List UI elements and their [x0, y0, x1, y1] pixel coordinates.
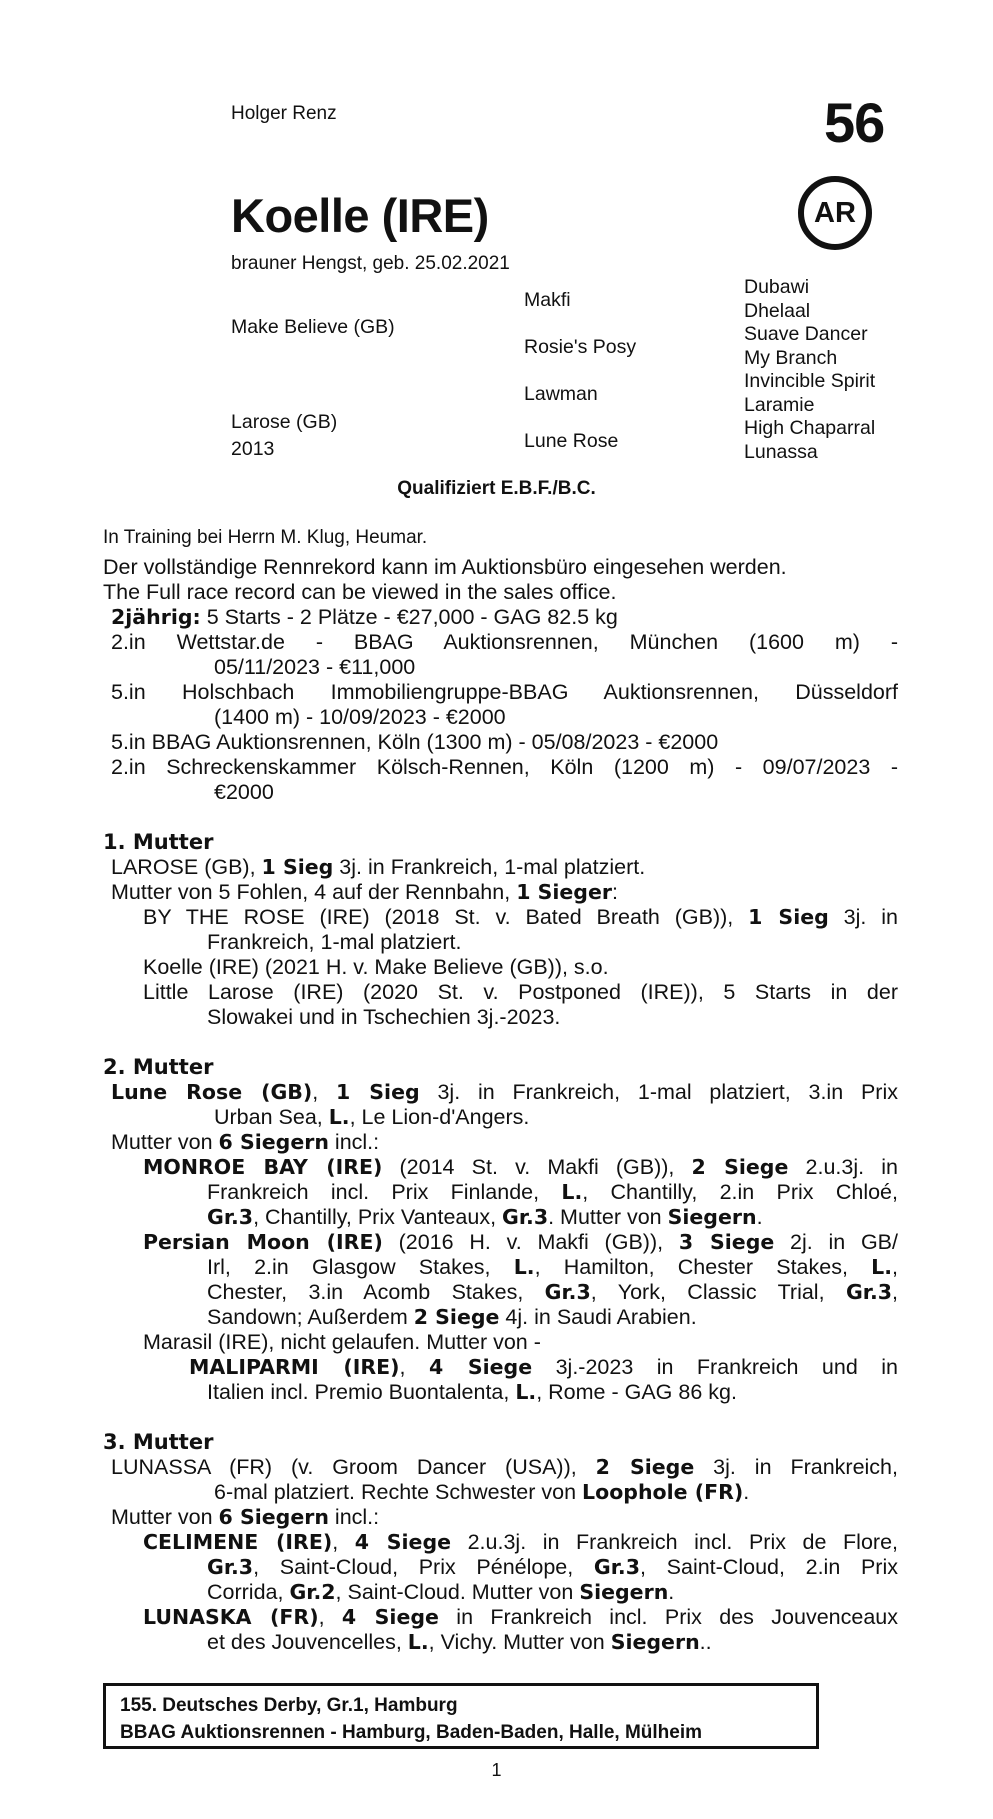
pedigree-great-grandparent: Invincible Spirit [744, 370, 876, 392]
bold-text: Gr.3 [502, 1205, 549, 1229]
text: , York, Classic Trial, [590, 1280, 846, 1304]
dam2-offspring-cont [103, 1255, 898, 1280]
record-note-en: The Full race record can be viewed in the sales office. [103, 580, 617, 604]
text: Italien incl. Premio Buontalenta, [207, 1380, 516, 1404]
dam2-offspring-cont [103, 1305, 898, 1330]
text: . Mutter von [548, 1205, 668, 1229]
dam2-grand-offspring [103, 1355, 898, 1380]
text: LUNASSA (FR) (v. Groom Dancer (USA)), [111, 1455, 596, 1479]
bold-text: Gr.3 [544, 1280, 591, 1304]
race-run-cont: 05/11/2023 - €11,000 [214, 655, 416, 679]
bold-text: MONROE BAY (IRE) [143, 1155, 383, 1179]
text: . [743, 1480, 750, 1504]
text: , [332, 1530, 355, 1554]
dam2-offspring-cont [103, 1280, 898, 1305]
dam1-offspring-cont: Slowakei und in Tschechien 3j.-2023. [207, 1005, 561, 1029]
text: 3j. in Frankreich, 1-mal platziert. [333, 855, 646, 879]
dam3-offspring-cont [103, 1580, 898, 1605]
text: (2014 St. v. Makfi (GB)), [382, 1155, 692, 1179]
pedigree-great-grandparent: Dubawi [744, 276, 810, 298]
bold-text: 2 Siege [595, 1455, 695, 1479]
text: . [756, 1205, 763, 1229]
lot-number: 56 [824, 91, 885, 154]
text: 3j. in Frankreich, 1-mal platziert, 3.in Prix [419, 1080, 898, 1104]
two-year-old-stats: 5 Starts - 2 Plätze - €27,000 - GAG 82.5 kg [200, 605, 618, 629]
ar-badge [798, 176, 872, 250]
text: , [318, 1605, 342, 1629]
text: incl.: [328, 1505, 380, 1529]
text: Urban Sea, [214, 1105, 329, 1129]
pedigree-great-grandparent: Dhelaal [744, 300, 811, 322]
bold-text: L. [561, 1180, 583, 1204]
engagements-box [103, 1683, 819, 1749]
bold-text: Gr.3 [845, 1280, 893, 1304]
text: 3j. in [828, 905, 898, 929]
bold-text: 1 Sieg [261, 855, 334, 879]
bold-text: Siegern [667, 1205, 757, 1229]
text: Sandown; Außerdem [207, 1305, 414, 1329]
text: Corrida, [207, 1580, 290, 1604]
qualification: Qualifiziert E.B.F./B.C. [397, 478, 596, 499]
dam3-offspring-cont [103, 1630, 898, 1655]
text: , Hamilton, Chester Stakes, [534, 1255, 872, 1279]
text: 3j. in Frankreich, [694, 1455, 898, 1479]
bold-text: Siegern [610, 1630, 700, 1654]
dam1-line [103, 855, 898, 880]
text: .. [699, 1630, 712, 1654]
bold-text: 6 Siegern [218, 1505, 329, 1529]
two-year-old-summary [103, 605, 898, 630]
bold-text: L. [513, 1255, 535, 1279]
dam1-offspring-cont: Frankreich, 1-mal platziert. [207, 930, 462, 954]
pedigree-dam-year: 2013 [231, 438, 275, 460]
dam1-offspring: Little Larose (IRE) (2020 St. v. Postponed (IRE)), 5 Starts in der [143, 980, 898, 1004]
text: BY THE ROSE (IRE) (2018 St. v. Bated Breath (GB)), [143, 905, 749, 929]
bold-text: 4 Siege [354, 1530, 452, 1554]
pedigree-great-grandparent: Suave Dancer [744, 323, 868, 345]
dam2-offspring-cont [103, 1205, 898, 1230]
bold-text: 4 Siege [428, 1355, 533, 1379]
dam3-heading: 3. Mutter [103, 1430, 214, 1454]
pedigree-dam: Larose (GB) [231, 411, 338, 433]
bold-text: 2 Siege [413, 1305, 500, 1329]
pedigree-great-grandparent: My Branch [744, 347, 838, 369]
bold-text: Lune Rose (GB) [111, 1080, 313, 1104]
text: , [892, 1255, 898, 1279]
text: Mutter von [111, 1505, 219, 1529]
dam1-offspring [103, 905, 898, 930]
dam3-offspring [103, 1530, 898, 1555]
text: 2.u.3j. in Frankreich incl. Prix de Flore, [451, 1530, 898, 1554]
bold-text: Gr.2 [289, 1580, 336, 1604]
text: , Saint-Cloud. Mutter von [335, 1580, 580, 1604]
text: , [312, 1080, 337, 1104]
dam2-line [103, 1080, 898, 1105]
dam2-produce [103, 1130, 898, 1155]
text: 6-mal platziert. Rechte Schwester von [214, 1480, 583, 1504]
bold-text: Siegern [579, 1580, 669, 1604]
bold-text: MALIPARMI (IRE) [189, 1355, 400, 1379]
record-note-de: Der vollständige Rennrekord kann im Auktionsbüro eingesehen werden. [103, 555, 787, 579]
dam2-line-cont [103, 1105, 898, 1130]
text: , [892, 1280, 898, 1304]
text: 2.u.3j. in [788, 1155, 898, 1179]
text: , Le Lion-d'Angers. [349, 1105, 530, 1129]
race-run: 5.in Holschbach Immobiliengruppe-BBAG Auktionsrennen, Düsseldorf [111, 680, 898, 704]
race-run: 2.in Schreckenskammer Kölsch-Rennen, Köln (1200 m) - 09/07/2023 - [111, 755, 898, 779]
text: , Saint-Cloud, Prix Pénélope, [253, 1555, 594, 1579]
bold-text: Loophole (FR) [582, 1480, 744, 1504]
bold-text: 6 Siegern [218, 1130, 329, 1154]
training-note: In Training bei Herrn M. Klug, Heumar. [103, 527, 428, 548]
text: et des Jouvencelles, [207, 1630, 408, 1654]
pedigree-grandparent: Makfi [524, 289, 571, 311]
dam3-produce [103, 1505, 898, 1530]
consignor-name: Holger Renz [231, 103, 337, 124]
text: , Chantilly, Prix Vanteaux, [253, 1205, 503, 1229]
text: : [611, 880, 618, 904]
pedigree-great-grandparent: Lunassa [744, 441, 818, 463]
text: , Rome - GAG 86 kg. [536, 1380, 737, 1404]
bold-text: Gr.3 [207, 1205, 254, 1229]
dam1-produce [103, 880, 898, 905]
text: 4j. in Saudi Arabien. [499, 1305, 697, 1329]
race-run: 5.in BBAG Auktionsrennen, Köln (1300 m) - 05/08/2023 - €2000 [111, 730, 719, 754]
dam3-offspring [103, 1605, 898, 1630]
dam3-line [103, 1455, 898, 1480]
text: Chester, 3.in Acomb Stakes, [207, 1280, 545, 1304]
page-number: 1 [491, 1760, 502, 1780]
bold-text: L. [871, 1255, 893, 1279]
text: , Saint-Cloud, 2.in Prix [640, 1555, 898, 1579]
two-year-old-label: 2jährig: [111, 605, 201, 629]
text: Irl, 2.in Glasgow Stakes, [207, 1255, 514, 1279]
bold-text: L. [328, 1105, 350, 1129]
bold-text: L. [515, 1380, 537, 1404]
dam3-offspring-cont [103, 1555, 898, 1580]
text: , Chantilly, 2.in Prix Chloé, [582, 1180, 898, 1204]
bold-text: L. [407, 1630, 429, 1654]
dam2-grand-offspring-cont [103, 1380, 898, 1405]
race-run-cont: €2000 [214, 780, 274, 804]
bold-text: LUNASKA (FR) [143, 1605, 319, 1629]
bold-text: 4 Siege [341, 1605, 439, 1629]
pedigree-great-grandparent: High Chaparral [744, 417, 876, 439]
text: 2j. in GB/ [774, 1230, 898, 1254]
catalogue-body [103, 525, 898, 1655]
text: incl.: [328, 1130, 380, 1154]
pedigree-grandparent: Lawman [524, 383, 598, 405]
bold-text: Gr.3 [593, 1555, 640, 1579]
pedigree-great-grandparent: Laramie [744, 394, 815, 416]
bold-text: 3 Siege [678, 1230, 775, 1254]
dam2-offspring: Marasil (IRE), nicht gelaufen. Mutter von - [143, 1330, 541, 1354]
text: , [399, 1355, 429, 1379]
dam3-line-cont [103, 1480, 898, 1505]
text: Mutter von 5 Fohlen, 4 auf der Rennbahn, [111, 880, 517, 904]
text: (2016 H. v. Makfi (GB)), [382, 1230, 679, 1254]
race-run: 2.in Wettstar.de - BBAG Auktionsrennen, München (1600 m) - [111, 630, 898, 654]
text: LAROSE (GB), [111, 855, 262, 879]
dam2-offspring-cont [103, 1180, 898, 1205]
dam2-offspring [103, 1155, 898, 1180]
engagement-line: 155. Deutsches Derby, Gr.1, Hamburg [120, 1695, 458, 1716]
pedigree-sire: Make Believe (GB) [231, 316, 395, 338]
dam2-heading: 2. Mutter [103, 1055, 214, 1079]
bold-text: 1 Sieg [336, 1080, 420, 1104]
bold-text: 2 Siege [691, 1155, 789, 1179]
badge-label: AR [814, 196, 856, 229]
bold-text: 1 Sieg [748, 905, 829, 929]
bold-text: Persian Moon (IRE) [143, 1230, 383, 1254]
bold-text: CELIMENE (IRE) [143, 1530, 333, 1554]
dam1-offspring: Koelle (IRE) (2021 H. v. Make Believe (GB)), s.o. [143, 955, 609, 979]
text: Frankreich incl. Prix Finlande, [207, 1180, 562, 1204]
pedigree-grandparent: Rosie's Posy [524, 336, 637, 358]
text: Mutter von [111, 1130, 219, 1154]
bold-text: 1 Sieger [516, 880, 612, 904]
horse-description: brauner Hengst, geb. 25.02.2021 [231, 253, 510, 274]
engagement-line: BBAG Auktionsrennen - Hamburg, Baden-Baden, Halle, Mülheim [120, 1722, 703, 1743]
horse-name: Koelle (IRE) [231, 189, 489, 242]
text: , Vichy. Mutter von [428, 1630, 611, 1654]
text: 3j.-2023 in Frankreich und in [532, 1355, 898, 1379]
text: . [668, 1580, 675, 1604]
dam2-offspring [103, 1230, 898, 1255]
bold-text: Gr.3 [207, 1555, 254, 1579]
text: in Frankreich incl. Prix des Jouvenceaux [438, 1605, 898, 1629]
dam1-heading: 1. Mutter [103, 830, 214, 854]
race-run-cont: (1400 m) - 10/09/2023 - €2000 [214, 705, 506, 729]
pedigree-grandparent: Lune Rose [524, 430, 619, 452]
